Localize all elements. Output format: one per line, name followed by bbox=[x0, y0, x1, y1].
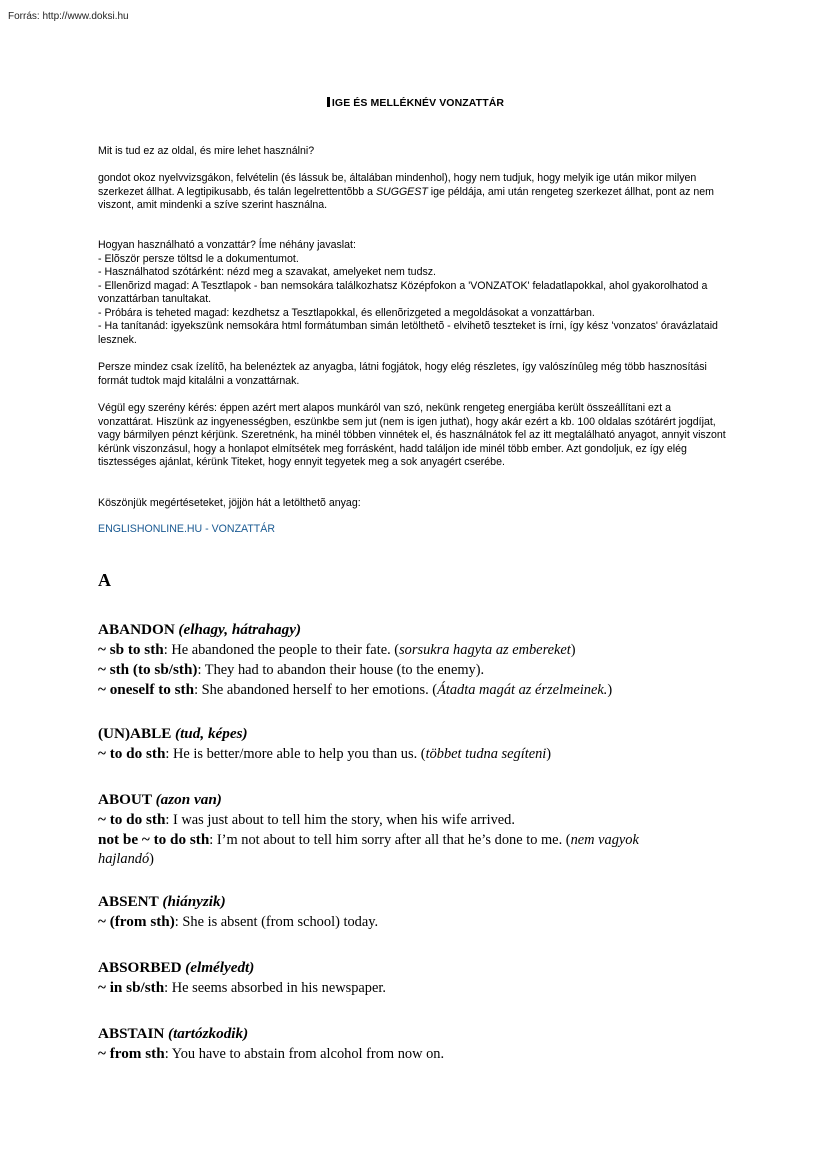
headword: (UN)ABLE bbox=[98, 725, 172, 742]
intro-paragraph-1 bbox=[98, 172, 728, 213]
entry-heading bbox=[98, 620, 738, 640]
title-bar-mark bbox=[327, 97, 330, 107]
entry-about bbox=[98, 790, 738, 869]
howto-line: - Ha tanítanád: igyekszünk nemsokára html formátumban simán letölthetõ - elvihetõ teszteket is írni, így kész 'vonzatos' óravázlataid lesznek. bbox=[98, 320, 718, 346]
pattern: ~ oneself to sth bbox=[98, 681, 195, 698]
example-text: : He is better/more able to help you than us. ( bbox=[165, 746, 426, 762]
download-link[interactable]: ENGLISHONLINE.HU - VONZATTÁR bbox=[98, 523, 275, 535]
howto-line: - Használhatod szótárként: nézd meg a szavakat, amelyeket nem tudsz. bbox=[98, 266, 436, 278]
entry-absent bbox=[98, 892, 738, 932]
pattern: ~ from sth bbox=[98, 1045, 165, 1062]
example-line bbox=[98, 1044, 738, 1064]
example-line bbox=[98, 640, 738, 660]
example-text: : I’m not about to tell him sorry after all that he’s done to me. ( bbox=[209, 832, 571, 848]
example-line bbox=[98, 830, 688, 869]
intro-question: Mit is tud ez az oldal, és mire lehet használni? bbox=[98, 145, 315, 157]
translation: (azon van) bbox=[155, 791, 222, 808]
example-line bbox=[98, 978, 738, 998]
entry-heading bbox=[98, 790, 738, 810]
translation: (tartózkodik) bbox=[168, 1025, 249, 1042]
example-line bbox=[98, 810, 738, 830]
gloss: többet tudna segíteni bbox=[425, 746, 547, 762]
intro-p1-italic: SUGGEST bbox=[375, 185, 428, 198]
intro-p1-start: gondot okoz nyelvvizsgákon, felvételin (és lássuk be, általában mindenhol), hogy nem tudjuk, hogy melyik ige után mikor milyen szerkezet állhat. A legtipikusabb, és talán legelrettentõbb a bbox=[98, 172, 697, 198]
example-line bbox=[98, 912, 738, 932]
headword: ABSTAIN bbox=[98, 1025, 165, 1042]
source-url: Forrás: http://www.doksi.hu bbox=[8, 11, 129, 22]
headword: ABSORBED bbox=[98, 959, 182, 976]
intro-paragraph-5: Köszönjük megértéseteket, jöjjön hát a letölthetõ anyag: bbox=[98, 497, 361, 509]
howto-line: - Próbára is teheted magad: kezdhetsz a Tesztlapokkal, és ellenõrizgeted a megoldásokat a vonzattárban. bbox=[98, 306, 595, 319]
gloss-close: ) bbox=[570, 642, 576, 658]
entry-unable bbox=[98, 724, 738, 764]
example-text: : You have to abstain from alcohol from now on. bbox=[164, 1046, 445, 1062]
example-text: : She is absent (from school) today. bbox=[174, 914, 379, 930]
pattern: ~ to do sth bbox=[98, 745, 166, 762]
howto-line: - Elõször persze töltsd le a dokumentumot. bbox=[98, 252, 299, 265]
entry-absorbed bbox=[98, 958, 738, 998]
headword: ABOUT bbox=[98, 791, 153, 808]
gloss-close: ) bbox=[149, 851, 154, 867]
gloss-close: ) bbox=[607, 682, 613, 698]
example-line bbox=[98, 660, 738, 680]
entry-abandon bbox=[98, 620, 738, 700]
pattern: ~ (from sth) bbox=[98, 913, 175, 930]
headword: ABSENT bbox=[98, 893, 159, 910]
entry-heading bbox=[98, 958, 738, 978]
translation: (tud, képes) bbox=[175, 725, 248, 742]
example-line bbox=[98, 744, 738, 764]
example-text: : They had to abandon their house (to the enemy). bbox=[197, 662, 485, 678]
page-title-text: IGE ÉS MELLÉKNÉV VONZATTÁR bbox=[331, 97, 505, 109]
gloss: sorsukra hagyta az embereket bbox=[399, 642, 571, 658]
intro-p1-end: ige példája, ami után rengeteg szerkezet állhat, pont az nem viszont, amit mindenki a szíve szerint használna. bbox=[98, 185, 715, 211]
entry-heading bbox=[98, 892, 738, 912]
translation: (elhagy, hátrahagy) bbox=[178, 621, 302, 638]
example-text: : I was just about to tell him the story, when his wife arrived. bbox=[165, 812, 515, 828]
example-text: : She abandoned herself to her emotions. ( bbox=[194, 682, 438, 698]
example-text: : He seems absorbed in his newspaper. bbox=[164, 980, 386, 996]
translation: (elmélyedt) bbox=[185, 959, 255, 976]
headword: ABANDON bbox=[98, 621, 175, 638]
howto-line: Hogyan használható a vonzattár? Íme néhány javaslat: bbox=[98, 239, 356, 251]
translation: (hiányzik) bbox=[162, 893, 226, 910]
pattern: ~ sb to sth bbox=[98, 641, 164, 658]
intro-paragraph-3: Persze mindez csak ízelítõ, ha belenéztek az anyagba, látni fogjátok, hogy elég részletes, így valószínûleg még több hasznosítási formát tudtok majd kitalálni a vonzattárnak. bbox=[98, 361, 707, 387]
pattern: ~ to do sth bbox=[98, 811, 166, 828]
entry-heading bbox=[98, 1024, 738, 1044]
entry-abstain bbox=[98, 1024, 738, 1064]
pattern: ~ sth (to sb/sth) bbox=[98, 661, 198, 678]
howto-list bbox=[98, 239, 728, 347]
page-title bbox=[0, 97, 827, 109]
pattern: not be ~ to do sth bbox=[98, 831, 210, 848]
example-line bbox=[98, 680, 738, 700]
example-text: : He abandoned the people to their fate. ( bbox=[163, 642, 400, 658]
entry-heading bbox=[98, 724, 738, 744]
pattern: ~ in sb/sth bbox=[98, 979, 165, 996]
intro-paragraph-4: Végül egy szerény kérés: éppen azért mert alapos munkáról van szó, nekünk rengeteg energiába került összeállítani ezt a vonzattárat. Hiszünk az ingyenességben, eszünkbe sem jut (nem is igen juthat), hogy akár ezért a kb. 100 oldalas szótárért jogdíjat, vagy bármilyen pénzt kérjünk. Szeretnénk, ha minél többen vinnétek el, és használnátok fel az itt megtalálható anyagot, annyit viszont kérünk viszonzásul, hogy a honlapot elmítsétek meg forrásként, hadd találjon ide minél több ember. Azt gondoljuk, ez így elég tisztességes ajánlat, kérünk Titeket, hogy ennyit tegyetek meg a sok anyagért cserébe. bbox=[98, 402, 726, 468]
gloss: Átadta magát az érzelmeinek. bbox=[437, 682, 608, 698]
gloss-close: ) bbox=[546, 746, 552, 762]
howto-line: - Ellenõrizd magad: A Tesztlapok - ban nemsokára találkozhatsz Középfokon a 'VONZATOK' feladatlapokkal, ahol gyakorolhatod a vonzattárban tanultakat. bbox=[98, 279, 708, 305]
section-letter: A bbox=[98, 570, 111, 590]
gloss: nem vagyok hajlandó bbox=[98, 832, 639, 867]
